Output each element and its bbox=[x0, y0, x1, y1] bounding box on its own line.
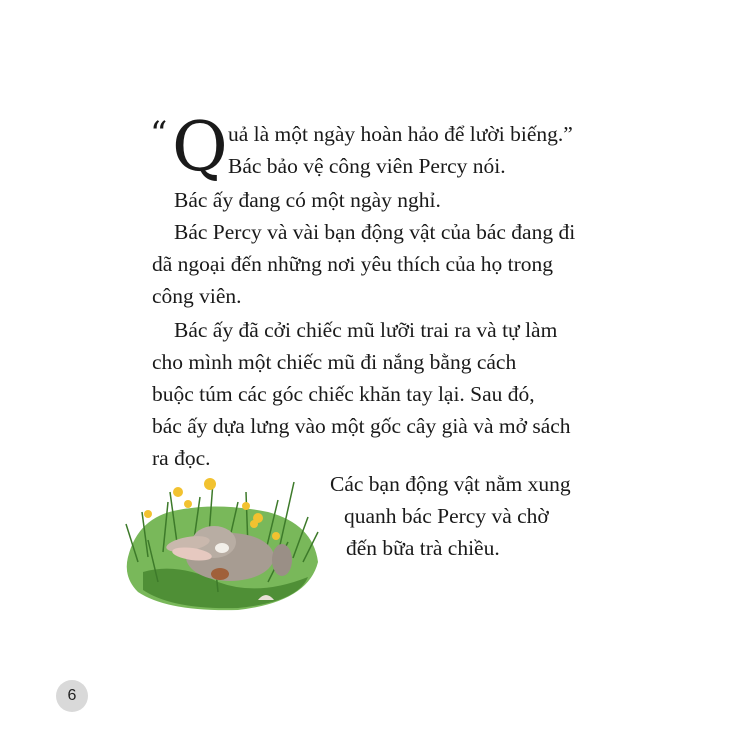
rabbit-leg bbox=[272, 544, 292, 576]
story-line-7: Bác ấy đã cởi chiếc mũ lưỡi trai ra và tự làm bbox=[174, 318, 558, 342]
story-line-10: bác ấy dựa lưng vào một gốc cây già và mở sách bbox=[152, 414, 571, 438]
story-line-2: Bác bảo vệ công viên Percy nói. bbox=[228, 154, 506, 178]
story-line-5: dã ngoại đến những nơi yêu thích của họ trong bbox=[152, 252, 553, 276]
story-line-12: Các bạn động vật nằm xung bbox=[330, 472, 571, 496]
story-line-4: Bác Percy và vài bạn động vật của bác đang đi bbox=[174, 220, 576, 244]
story-line-6: công viên. bbox=[152, 284, 242, 308]
story-line-13: quanh bác Percy và chờ bbox=[344, 504, 549, 528]
story-line-8: cho mình một chiếc mũ đi nắng bằng cách bbox=[152, 350, 517, 374]
story-line-3: Bác ấy đang có một ngày nghỉ. bbox=[174, 188, 441, 212]
page-number-badge bbox=[56, 680, 88, 712]
sleeping-rabbit-illustration bbox=[118, 462, 324, 612]
page-number: 6 bbox=[67, 687, 77, 704]
drop-cap-letter: Q bbox=[172, 108, 228, 187]
rabbit-muzzle bbox=[215, 543, 229, 553]
story-line-1: uả là một ngày hoàn hảo để lười biếng.” bbox=[228, 122, 573, 146]
small-mouse bbox=[211, 568, 229, 580]
story-line-11: ra đọc. bbox=[152, 446, 211, 470]
story-line-9: buộc túm các góc chiếc khăn tay lại. Sau đó, bbox=[152, 382, 535, 406]
opening-quote-mark: “ bbox=[150, 114, 168, 154]
story-line-14: đến bữa trà chiều. bbox=[346, 536, 500, 560]
